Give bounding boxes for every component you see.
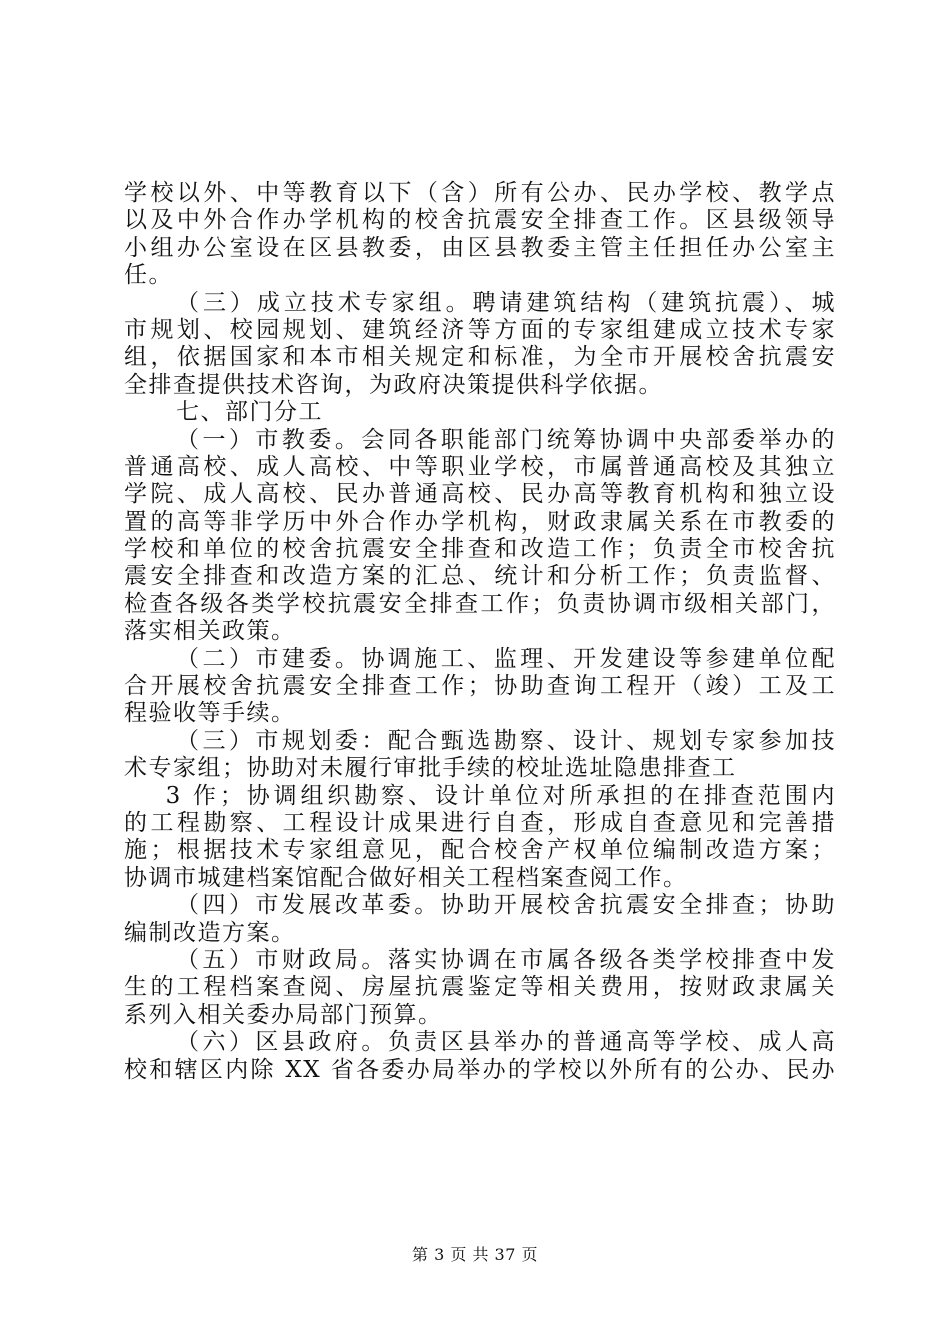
text-line: 检查各级各类学校抗震安全排查工作；负责协调市级相关部门， [124,590,836,617]
text-line: （四）市发展改革委。协助开展校舍抗震安全排查；协助 [176,892,836,919]
text-line: 普通高校、成人高校、中等职业学校，市属普通高校及其独立 [124,453,836,480]
text-line: 协调市城建档案馆配合做好相关工程档案查阅工作。 [124,864,688,891]
text-line: 术专家组；协助对未履行审批手续的校址选址隐患排查工 [124,755,737,782]
text-line: 七、部门分工 [176,399,323,426]
text-line: （六）区县政府。负责区县举办的普通高等学校、成人高 [176,1029,836,1056]
text-line: 程验收等手续。 [124,700,296,727]
text-line: 学校和单位的校舍抗震安全排查和改造工作；负责全市校舍抗 [124,536,836,563]
text-line: 施；根据技术专家组意见，配合校舍产权单位编制改造方案； [124,837,836,864]
text-line: （三）成立技术专家组。聘请建筑结构（建筑抗震）、城 [176,289,836,316]
text-line: 学校以外、中等教育以下（含）所有公办、民办学校、教学点 [124,180,836,206]
text-line: 学院、成人高校、民办普通高校、民办高等教育机构和独立设 [124,481,836,508]
text-line: （一）市教委。会同各职能部门统筹协调中央部委举办的 [176,426,836,453]
text-line: 校和辖区内除 XX 省各委办局举办的学校以外所有的公办、民办 [124,1056,836,1083]
text-line: （二）市建委。协调施工、监理、开发建设等参建单位配 [176,645,836,672]
text-line: 组，依据国家和本市相关规定和标准，为全市开展校舍抗震安 [124,344,836,371]
text-line: 震安全排查和改造方案的汇总、统计和分析工作；负责监督、 [124,563,836,590]
text-line: （三）市规划委：配合甄选勘察、设计、规划专家参加技 [176,727,836,754]
text-line: 3 作；协调组织勘察、设计单位对所承担的在排查范围内 [165,782,836,809]
text-line: （五）市财政局。落实协调在市属各级各类学校排查中发 [176,946,836,973]
text-line: 小组办公室设在区县教委，由区县教委主管主任担任办公室主 [124,234,836,261]
document-body [124,180,836,1084]
text-line: 落实相关政策。 [124,618,296,645]
text-line: 以及中外合作办学机构的校舍抗震安全排查工作。区县级领导 [124,207,836,234]
page-footer: 第 3 页 共 37 页 [412,1245,538,1264]
text-line: 编制改造方案。 [124,919,296,946]
text-line: 全排查提供技术咨询，为政府决策提供科学依据。 [124,371,663,398]
text-line: 的工程勘察、工程设计成果进行自查，形成自查意见和完善措 [124,809,836,836]
text-line: 系列入相关委办局部门预算。 [124,1001,443,1028]
text-line: 置的高等非学历中外合作办学机构，财政隶属关系在市教委的 [124,508,836,535]
text-line: 生的工程档案查阅、房屋抗震鉴定等相关费用，按财政隶属关 [124,974,836,1001]
text-line: 合开展校舍抗震安全排查工作；协助查询工程开（竣）工及工 [124,673,836,700]
text-line: 市规划、校园规划、建筑经济等方面的专家组建成立技术专家 [124,316,836,343]
text-line: 任。 [124,262,173,289]
